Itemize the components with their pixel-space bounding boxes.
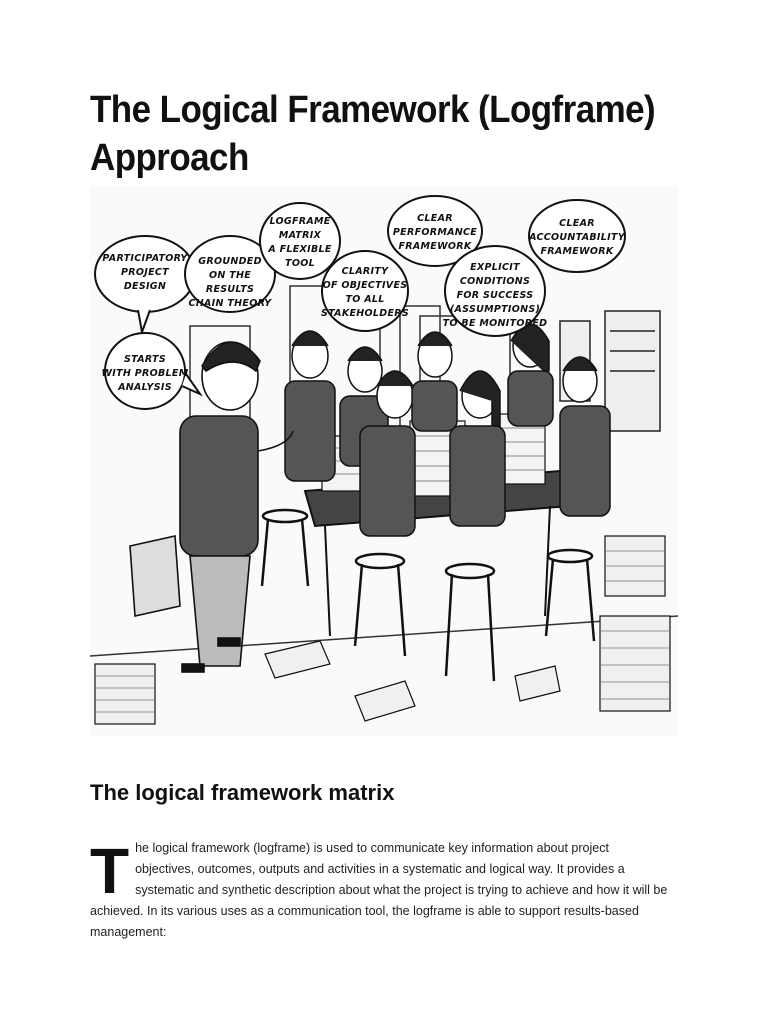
svg-text:GROUNDED: GROUNDED [198, 256, 262, 267]
svg-text:CLARITY: CLARITY [341, 266, 389, 277]
svg-text:MATRIX: MATRIX [278, 230, 322, 241]
svg-text:EXPLICIT: EXPLICIT [470, 262, 520, 273]
paragraph-text: he logical framework (logframe) is used to communicate key information about project objectives, outcomes, outputs and activities in a systematic and logical way. It provides a systematic and synthetic description about what the project is trying to achieve and how it will be achieved. In its various uses as a communication tool, the logframe is able to support results-based management: [90, 841, 668, 939]
svg-text:ON THE: ON THE [208, 270, 252, 281]
section-heading: The logical framework matrix [90, 780, 395, 805]
svg-text:LOGFRAME: LOGFRAME [269, 216, 331, 227]
cartoon-illustration [90, 186, 678, 736]
svg-text:PROJECT: PROJECT [121, 267, 169, 278]
svg-text:RESULTS: RESULTS [205, 284, 255, 295]
page-title-line-2: Approach [90, 137, 249, 179]
body-paragraph [90, 835, 670, 943]
svg-text:CHAIN THEORY: CHAIN THEORY [188, 298, 272, 309]
svg-text:TO ALL: TO ALL [345, 294, 385, 305]
svg-text:CONDITIONS: CONDITIONS [459, 276, 531, 287]
svg-text:WITH PROBLEM: WITH PROBLEM [101, 368, 189, 379]
svg-text:CLEAR: CLEAR [559, 218, 595, 229]
svg-text:FRAMEWORK: FRAMEWORK [398, 241, 472, 252]
svg-text:STARTS: STARTS [124, 354, 166, 365]
svg-text:TO BE MONITORED: TO BE MONITORED [442, 318, 548, 329]
svg-text:CLEAR: CLEAR [417, 213, 453, 224]
svg-text:ANALYSIS: ANALYSIS [118, 382, 172, 393]
page-title-line-1: The Logical Framework (Logframe) [90, 89, 656, 131]
bubble-clarity [322, 251, 408, 331]
svg-text:(ASSUMPTIONS): (ASSUMPTIONS) [449, 304, 541, 315]
svg-text:STAKEHOLDERS: STAKEHOLDERS [320, 308, 410, 319]
svg-text:ACCOUNTABILITY: ACCOUNTABILITY [529, 232, 625, 243]
svg-text:FRAMEWORK: FRAMEWORK [540, 246, 614, 257]
caption-1a: PARTICIPATORY [102, 253, 188, 264]
svg-text:OF OBJECTIVES: OF OBJECTIVES [322, 280, 408, 291]
drop-cap: T [90, 835, 130, 907]
svg-text:PERFORMANCE: PERFORMANCE [392, 227, 478, 238]
svg-text:FOR SUCCESS: FOR SUCCESS [456, 290, 534, 301]
svg-text:DESIGN: DESIGN [123, 281, 167, 292]
svg-text:A FLEXIBLE: A FLEXIBLE [268, 244, 332, 255]
page-title [90, 86, 660, 182]
svg-text:TOOL: TOOL [285, 258, 315, 269]
